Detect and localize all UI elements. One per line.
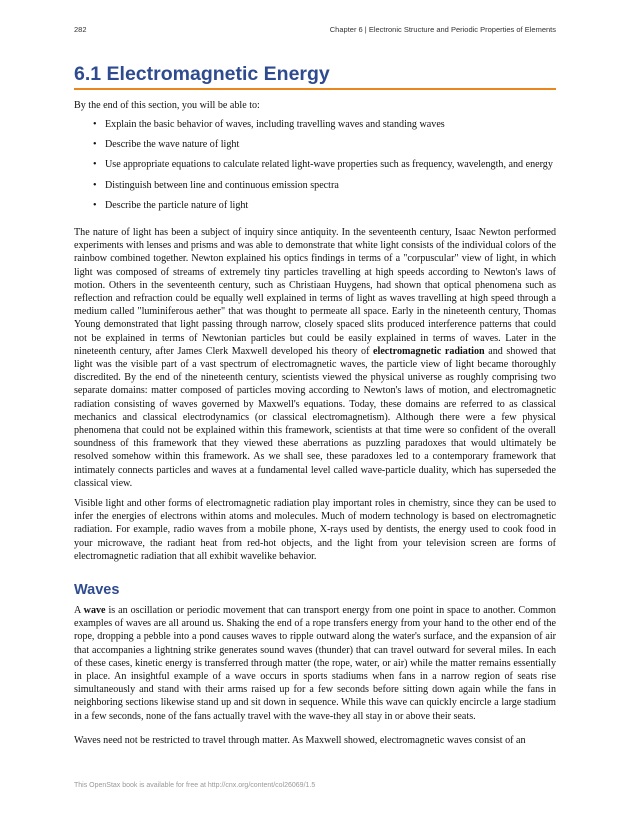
subsection-title: Waves [74, 582, 120, 598]
key-term-electromagnetic-radiation: electromagnetic radiation [373, 345, 485, 357]
title-underline [74, 88, 556, 90]
objective-item [74, 179, 556, 192]
section-title: 6.1 Electromagnetic Energy [74, 63, 330, 85]
objective-text: Explain the basic behavior of waves, including travelling waves and standing waves [105, 119, 445, 130]
objective-text: Describe the wave nature of light [105, 139, 240, 151]
paragraph-text: and showed that light was the visible part of a vast spectrum of electromagnetic waves, the particle view of light became thoroughly discredited. By the end of the nineteenth century, scientists viewed the physical universe as roughly comprising two separate domains: matter composed of particles moving according to Newton's laws of motion, and electromagnetic radiation consisting of waves governed by Maxwell's equations. Today, these domains are referred to as classical mechanics and classical electrodynamics (or classical electromagnetism). Although there were a few physical phenomena that could not be explained within this framework, scientists at that time were so confident of the overall soundness of this framework that they viewed these aberrations as puzzling paradoxes that would ultimately be resolved somehow within this framework. As we shall see, these paradoxes led to a contemporary framework that intimately connects particles and waves at a fundamental level called wave-particle duality, which has superseded the classical view. [74, 345, 556, 489]
learning-objectives-list [74, 118, 556, 219]
paragraph-em-in-chemistry: Visible light and other forms of electromagnetic radiation play important roles in chemistry, since they can be used to infer the energies of electrons within atoms and molecules. Much of modern technology is based on electromagnetic radiation. For example, radio waves from a mobile phone, X-rays used by dentists, the energy used to cook food in your microwave, the radiant heat from red-hot objects, and the light from your television screen are forms of electromagnetic radiation that all exhibit wavelike behavior. [74, 498, 556, 562]
paragraph-text: A [74, 605, 84, 616]
bullet-icon: • [93, 199, 97, 211]
bullet-icon: • [93, 159, 97, 171]
page-footer: This OpenStax book is available for free at http://cnx.org/content/col26069/1.5 [74, 782, 316, 789]
objective-item [74, 158, 556, 171]
objective-text: Distinguish between line and continuous emission spectra [105, 179, 339, 191]
paragraph-wave-definition [74, 604, 556, 723]
paragraph-history-of-light [74, 226, 556, 490]
chapter-heading: Chapter 6 | Electronic Structure and Periodic Properties of Elements [329, 25, 556, 34]
learning-objectives-intro: By the end of this section, you will be able to: [74, 100, 260, 111]
key-term-wave: wave [83, 605, 106, 616]
objective-item [74, 199, 556, 212]
paragraph-text: is an oscillation or periodic movement that can transport energy from one point in space to another. Common examples of waves are all around us. Shaking the end of a rope transfers energy from your hand to the other end of the rope, dropping a pebble into a pond causes waves to ripple outward along the water's surface, and the expansion of air that accompanies a lightning strike generates sound waves (thunder) that can travel outward for several miles. In each of these cases, kinetic energy is transferred through matter (the rope, water, or air) while the matter remains essentially in place. An insightful example of a wave occurs in sports stadiums when fans in a narrow region of seats rise simultaneously and stand with their arms raised up for a few seconds before sitting down again while the fans in neighboring sections likewise stand up and sit down in sequence. While this wave can quickly encircle a large stadium in a few seconds, none of the fans actually travel with the wave-they all stay in or above their seats. [74, 605, 556, 722]
bullet-icon: • [93, 119, 97, 130]
bullet-icon: • [93, 139, 97, 151]
objective-text: Use appropriate equations to calculate related light-wave properties such as frequency, wavelength, and energy [105, 159, 553, 171]
objective-item [74, 138, 556, 151]
objective-text: Describe the particle nature of light [105, 199, 249, 211]
page-number: 282 [74, 25, 87, 34]
objective-item [74, 118, 556, 131]
paragraph-text: The nature of light has been a subject of inquiry since antiquity. In the seventeenth century, Isaac Newton performed experiments with lenses and prisms and was able to demonstrate that white light consists of the individual colors of the rainbow combined together. Newton explained his optics findings in terms of a "corpuscular" view of light, in which light was composed of streams of extremely tiny particles travelling at high speeds according to Newton's laws of motion. Others in the seventeenth century, such as Christiaan Huygens, had shown that optical phenomena such as reflection and refraction could be equally well explained in terms of light as waves travelling at high speed through a medium called "luminiferous aether" that was thought to permeate all space. Early in the nineteenth century, Thomas Young demonstrated that light passing through narrow, closely spaced slits produced interference patterns that could not be explained in terms of Newtonian particles but could be easily explained in terms of waves. Later in the nineteenth century, after James Clerk Maxwell developed his theory of [74, 227, 556, 357]
bullet-icon: • [93, 179, 97, 191]
paragraph-continued: Waves need not be restricted to travel through matter. As Maxwell showed, electromagnetic waves consist of an [74, 735, 526, 746]
